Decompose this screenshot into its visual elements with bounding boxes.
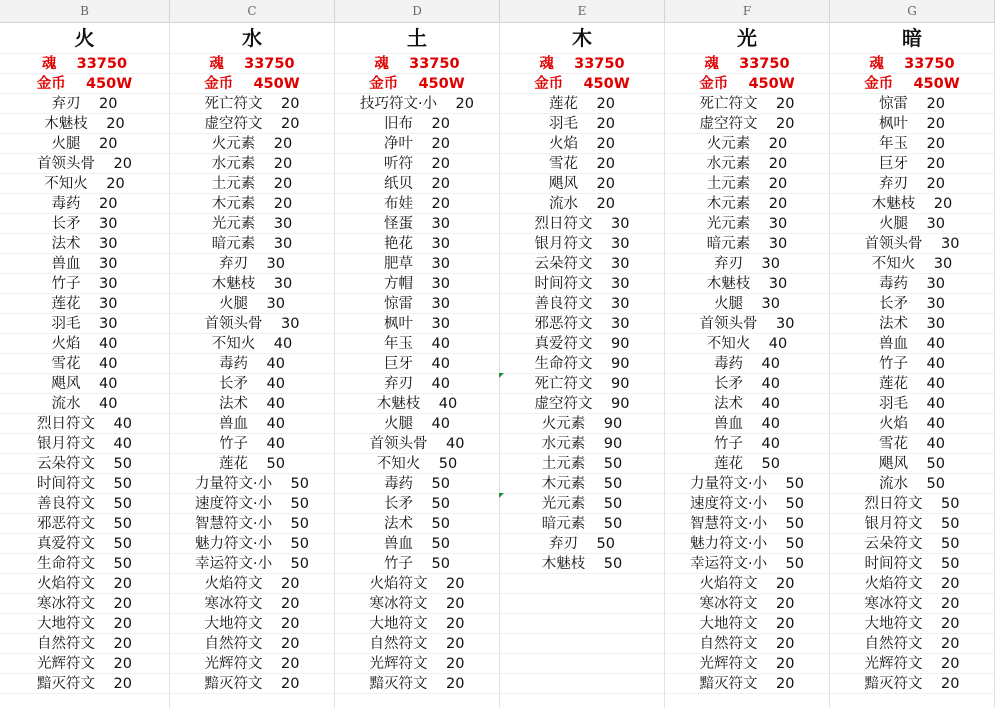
material-cell[interactable]: 暗元素 30 [665, 234, 829, 254]
material-cell[interactable]: 黯灭符文 20 [665, 674, 829, 694]
soul-cost-cell[interactable]: 魂 33750 [665, 54, 829, 74]
material-cell[interactable]: 兽血 40 [830, 334, 994, 354]
material-cell[interactable]: 水元素 20 [665, 154, 829, 174]
material-cell[interactable]: 暗元素 50 [500, 514, 664, 534]
element-title-cell[interactable]: 光 [665, 22, 829, 54]
material-cell[interactable]: 竹子 40 [170, 434, 334, 454]
element-column [500, 22, 665, 708]
material-cell[interactable]: 幸运符文·小 50 [170, 554, 334, 574]
element-title-cell[interactable]: 火 [0, 22, 169, 54]
material-cell[interactable]: 兽血 40 [665, 414, 829, 434]
material-cell[interactable]: 土元素 20 [665, 174, 829, 194]
material-cell[interactable]: 火腿 30 [830, 214, 994, 234]
material-cell[interactable]: 时间符文 50 [830, 554, 994, 574]
element-column [170, 22, 335, 708]
element-column [335, 22, 500, 708]
material-cell[interactable]: 水元素 90 [500, 434, 664, 454]
material-cell[interactable]: 不知火 40 [665, 334, 829, 354]
element-title-cell[interactable]: 木 [500, 22, 664, 54]
material-cell[interactable]: 寒冰符文 20 [665, 594, 829, 614]
material-cell[interactable]: 魅力符文·小 50 [665, 534, 829, 554]
material-cell[interactable]: 银月符文 30 [500, 234, 664, 254]
material-cell[interactable]: 银月符文 40 [0, 434, 169, 454]
material-cell[interactable]: 暗元素 30 [170, 234, 334, 254]
material-cell[interactable]: 布娃 20 [335, 194, 499, 214]
material-cell[interactable]: 烈日符文 40 [0, 414, 169, 434]
material-cell[interactable]: 邪恶符文 30 [500, 314, 664, 334]
material-cell[interactable]: 年玉 40 [335, 334, 499, 354]
material-cell[interactable]: 云朵符文 50 [0, 454, 169, 474]
material-cell[interactable]: 巨牙 40 [335, 354, 499, 374]
material-cell[interactable]: 火焰符文 20 [170, 574, 334, 594]
material-cell[interactable]: 智慧符文·小 50 [170, 514, 334, 534]
material-cell[interactable] [500, 614, 664, 634]
material-cell[interactable]: 云朵符文 50 [830, 534, 994, 554]
material-cell[interactable] [500, 634, 664, 654]
material-cell[interactable]: 时间符文 50 [0, 474, 169, 494]
material-cell[interactable]: 飓风 40 [0, 374, 169, 394]
material-cell[interactable]: 技巧符文·小 20 [335, 94, 499, 114]
material-cell[interactable]: 怪蛋 30 [335, 214, 499, 234]
material-cell[interactable]: 毒药 50 [335, 474, 499, 494]
material-cell[interactable]: 虚空符文 20 [170, 114, 334, 134]
material-cell[interactable]: 竹子 30 [0, 274, 169, 294]
material-cell[interactable]: 毒药 40 [170, 354, 334, 374]
material-cell[interactable]: 木魅枝 30 [170, 274, 334, 294]
material-cell[interactable]: 巨牙 20 [830, 154, 994, 174]
material-cell[interactable]: 听符 20 [335, 154, 499, 174]
comment-marker-icon[interactable] [499, 493, 504, 498]
material-cell[interactable]: 大地符文 20 [830, 614, 994, 634]
column-header-row [0, 0, 995, 23]
material-cell[interactable]: 力量符文·小 50 [665, 474, 829, 494]
material-cell[interactable]: 大地符文 20 [170, 614, 334, 634]
material-cell[interactable]: 弃刃 20 [830, 174, 994, 194]
material-cell[interactable]: 法术 40 [170, 394, 334, 414]
material-cell[interactable]: 长矛 30 [830, 294, 994, 314]
element-column [665, 22, 830, 708]
material-cell[interactable]: 羽毛 20 [500, 114, 664, 134]
material-cell[interactable]: 自然符文 20 [665, 634, 829, 654]
material-cell[interactable]: 光辉符文 20 [335, 654, 499, 674]
material-cell[interactable]: 速度符文·小 50 [170, 494, 334, 514]
gold-cost-cell[interactable]: 金币 450W [665, 74, 829, 94]
material-cell[interactable]: 死亡符文 20 [665, 94, 829, 114]
material-cell[interactable]: 长矛 40 [665, 374, 829, 394]
material-cell[interactable]: 莲花 50 [170, 454, 334, 474]
material-cell[interactable]: 莲花 50 [665, 454, 829, 474]
material-cell[interactable]: 光辉符文 20 [170, 654, 334, 674]
material-cell[interactable] [500, 594, 664, 614]
material-cell[interactable]: 火元素 20 [170, 134, 334, 154]
material-cell[interactable]: 木魅枝 30 [665, 274, 829, 294]
material-cell[interactable]: 法术 30 [0, 234, 169, 254]
material-cell[interactable]: 羽毛 30 [0, 314, 169, 334]
material-cell[interactable]: 土元素 50 [500, 454, 664, 474]
material-cell[interactable]: 不知火 40 [170, 334, 334, 354]
material-cell[interactable]: 光辉符文 20 [0, 654, 169, 674]
material-cell[interactable]: 火焰符文 20 [335, 574, 499, 594]
material-cell[interactable]: 兽血 30 [0, 254, 169, 274]
material-cell[interactable]: 大地符文 20 [335, 614, 499, 634]
material-cell[interactable]: 长矛 30 [0, 214, 169, 234]
soul-cost-cell[interactable]: 魂 33750 [170, 54, 334, 74]
gold-cost-cell[interactable]: 金币 450W [500, 74, 664, 94]
material-cell[interactable] [500, 674, 664, 694]
material-cell[interactable]: 旧布 20 [335, 114, 499, 134]
material-cell[interactable]: 光元素 30 [170, 214, 334, 234]
material-cell[interactable]: 黯灭符文 20 [170, 674, 334, 694]
material-cell[interactable]: 木元素 20 [170, 194, 334, 214]
material-cell[interactable]: 法术 30 [830, 314, 994, 334]
material-cell[interactable]: 黯灭符文 20 [335, 674, 499, 694]
material-cell[interactable]: 竹子 50 [335, 554, 499, 574]
material-cell[interactable]: 火焰 40 [0, 334, 169, 354]
material-cell[interactable]: 幸运符文·小 50 [665, 554, 829, 574]
material-cell[interactable]: 寒冰符文 20 [170, 594, 334, 614]
material-cell[interactable]: 火焰符文 20 [665, 574, 829, 594]
gold-cost-cell[interactable]: 金币 450W [170, 74, 334, 94]
material-cell[interactable]: 竹子 40 [830, 354, 994, 374]
material-cell[interactable]: 净叶 20 [335, 134, 499, 154]
material-cell[interactable]: 火腿 40 [335, 414, 499, 434]
gold-cost-cell[interactable]: 金币 450W [0, 74, 169, 94]
material-cell[interactable]: 流水 50 [830, 474, 994, 494]
material-cell[interactable]: 魅力符文·小 50 [170, 534, 334, 554]
material-cell[interactable]: 毒药 30 [830, 274, 994, 294]
material-cell[interactable]: 弃刃 40 [335, 374, 499, 394]
element-title-cell[interactable]: 水 [170, 22, 334, 54]
comment-marker-icon[interactable] [499, 373, 504, 378]
material-cell[interactable]: 木元素 50 [500, 474, 664, 494]
material-cell[interactable]: 善良符文 30 [500, 294, 664, 314]
material-cell[interactable]: 水元素 20 [170, 154, 334, 174]
material-cell[interactable]: 枫叶 20 [830, 114, 994, 134]
material-cell[interactable]: 火焰符文 20 [0, 574, 169, 594]
material-cell[interactable]: 流水 20 [500, 194, 664, 214]
material-cell[interactable]: 真爱符文 50 [0, 534, 169, 554]
material-cell[interactable]: 邪恶符文 50 [0, 514, 169, 534]
material-cell[interactable]: 云朵符文 30 [500, 254, 664, 274]
gold-cost-cell[interactable]: 金币 450W [335, 74, 499, 94]
material-cell[interactable]: 雪花 20 [500, 154, 664, 174]
material-cell[interactable]: 火焰 40 [830, 414, 994, 434]
element-title-cell[interactable]: 土 [335, 22, 499, 54]
material-cell[interactable]: 寒冰符文 20 [830, 594, 994, 614]
material-cell[interactable]: 速度符文·小 50 [665, 494, 829, 514]
material-cell[interactable]: 火腿 30 [665, 294, 829, 314]
material-cell[interactable]: 流水 40 [0, 394, 169, 414]
material-cell[interactable] [500, 654, 664, 674]
element-title-cell[interactable]: 暗 [830, 22, 994, 54]
element-column [830, 22, 995, 708]
material-cell[interactable]: 纸贝 20 [335, 174, 499, 194]
column-header-c[interactable]: C [170, 0, 335, 22]
material-cell[interactable]: 火元素 90 [500, 414, 664, 434]
material-cell[interactable]: 时间符文 30 [500, 274, 664, 294]
material-cell[interactable]: 火腿 30 [170, 294, 334, 314]
material-cell[interactable]: 雪花 40 [830, 434, 994, 454]
material-cell[interactable]: 寒冰符文 20 [335, 594, 499, 614]
column-header-d[interactable]: D [335, 0, 500, 22]
material-cell[interactable]: 长矛 40 [170, 374, 334, 394]
material-cell[interactable]: 光元素 50 [500, 494, 664, 514]
material-cell[interactable]: 火腿 20 [0, 134, 169, 154]
soul-cost-cell[interactable]: 魂 33750 [830, 54, 994, 74]
column-header-b[interactable]: B [0, 0, 170, 22]
material-cell[interactable]: 兽血 40 [170, 414, 334, 434]
material-cell[interactable]: 光辉符文 20 [830, 654, 994, 674]
material-cell[interactable]: 首领头骨 40 [335, 434, 499, 454]
material-cell[interactable]: 弃刃 30 [665, 254, 829, 274]
material-cell[interactable]: 飓风 20 [500, 174, 664, 194]
material-cell[interactable]: 黯灭符文 20 [0, 674, 169, 694]
material-cell[interactable]: 死亡符文 20 [170, 94, 334, 114]
material-cell[interactable]: 智慧符文·小 50 [665, 514, 829, 534]
material-cell[interactable]: 莲花 30 [0, 294, 169, 314]
material-cell[interactable]: 自然符文 20 [170, 634, 334, 654]
material-cell[interactable] [500, 574, 664, 594]
element-column [0, 22, 170, 708]
column-header-f[interactable]: F [665, 0, 830, 22]
material-cell[interactable]: 不知火 30 [830, 254, 994, 274]
material-cell[interactable]: 年玉 20 [830, 134, 994, 154]
material-cell[interactable]: 首领头骨 30 [665, 314, 829, 334]
material-cell[interactable]: 生命符文 50 [0, 554, 169, 574]
material-cell[interactable]: 莲花 20 [500, 94, 664, 114]
material-cell[interactable]: 惊雷 30 [335, 294, 499, 314]
material-cell[interactable]: 莲花 40 [830, 374, 994, 394]
material-cell[interactable]: 光辉符文 20 [665, 654, 829, 674]
material-cell[interactable]: 竹子 40 [665, 434, 829, 454]
material-cell[interactable]: 寒冰符文 20 [0, 594, 169, 614]
material-cell[interactable]: 飓风 50 [830, 454, 994, 474]
material-cell[interactable]: 方帽 30 [335, 274, 499, 294]
material-cell[interactable]: 木魅枝 40 [335, 394, 499, 414]
material-cell[interactable]: 善良符文 50 [0, 494, 169, 514]
material-cell[interactable]: 不知火 50 [335, 454, 499, 474]
gold-cost-cell[interactable]: 金币 450W [830, 74, 994, 94]
material-cell[interactable]: 毒药 40 [665, 354, 829, 374]
material-cell[interactable]: 黯灭符文 20 [830, 674, 994, 694]
material-cell[interactable]: 自然符文 20 [0, 634, 169, 654]
material-cell[interactable]: 首领头骨 30 [170, 314, 334, 334]
material-cell[interactable]: 木元素 20 [665, 194, 829, 214]
material-cell[interactable]: 弃刃 20 [0, 94, 169, 114]
material-cell[interactable]: 虚空符文 90 [500, 394, 664, 414]
material-cell[interactable]: 火焰符文 20 [830, 574, 994, 594]
material-cell[interactable]: 自然符文 20 [335, 634, 499, 654]
material-cell[interactable]: 火焰 20 [500, 134, 664, 154]
material-cell[interactable]: 艳花 30 [335, 234, 499, 254]
column-header-e[interactable]: E [500, 0, 665, 22]
material-cell[interactable]: 大地符文 20 [0, 614, 169, 634]
material-cell[interactable]: 长矛 50 [335, 494, 499, 514]
material-cell[interactable]: 木魅枝 50 [500, 554, 664, 574]
soul-cost-cell[interactable]: 魂 33750 [335, 54, 499, 74]
soul-cost-cell[interactable]: 魂 33750 [0, 54, 169, 74]
material-cell[interactable]: 烈日符文 30 [500, 214, 664, 234]
material-cell[interactable]: 光元素 30 [665, 214, 829, 234]
material-cell[interactable]: 雪花 40 [0, 354, 169, 374]
material-cell[interactable]: 羽毛 40 [830, 394, 994, 414]
column-header-g[interactable]: G [830, 0, 995, 22]
soul-cost-cell[interactable]: 魂 33750 [500, 54, 664, 74]
material-cell[interactable]: 弃刃 50 [500, 534, 664, 554]
material-cell[interactable]: 法术 50 [335, 514, 499, 534]
material-cell[interactable]: 大地符文 20 [665, 614, 829, 634]
material-cell[interactable]: 虚空符文 20 [665, 114, 829, 134]
material-cell[interactable]: 法术 40 [665, 394, 829, 414]
material-cell[interactable]: 首领头骨 30 [830, 234, 994, 254]
material-cell[interactable]: 真爱符文 90 [500, 334, 664, 354]
material-cell[interactable]: 力量符文·小 50 [170, 474, 334, 494]
material-cell[interactable]: 肥草 30 [335, 254, 499, 274]
material-cell[interactable]: 银月符文 50 [830, 514, 994, 534]
material-cell[interactable]: 自然符文 20 [830, 634, 994, 654]
material-cell[interactable]: 火元素 20 [665, 134, 829, 154]
material-cell[interactable]: 毒药 20 [0, 194, 169, 214]
material-cell[interactable]: 生命符文 90 [500, 354, 664, 374]
material-cell[interactable]: 土元素 20 [170, 174, 334, 194]
material-cell[interactable]: 弃刃 30 [170, 254, 334, 274]
material-cell[interactable]: 首领头骨 20 [0, 154, 169, 174]
material-cell[interactable]: 死亡符文 90 [500, 374, 664, 394]
material-cell[interactable]: 枫叶 30 [335, 314, 499, 334]
material-cell[interactable]: 木魅枝 20 [830, 194, 994, 214]
material-cell[interactable]: 惊雷 20 [830, 94, 994, 114]
material-cell[interactable]: 兽血 50 [335, 534, 499, 554]
material-cell[interactable]: 木魅枝 20 [0, 114, 169, 134]
material-cell[interactable]: 不知火 20 [0, 174, 169, 194]
material-cell[interactable]: 烈日符文 50 [830, 494, 994, 514]
